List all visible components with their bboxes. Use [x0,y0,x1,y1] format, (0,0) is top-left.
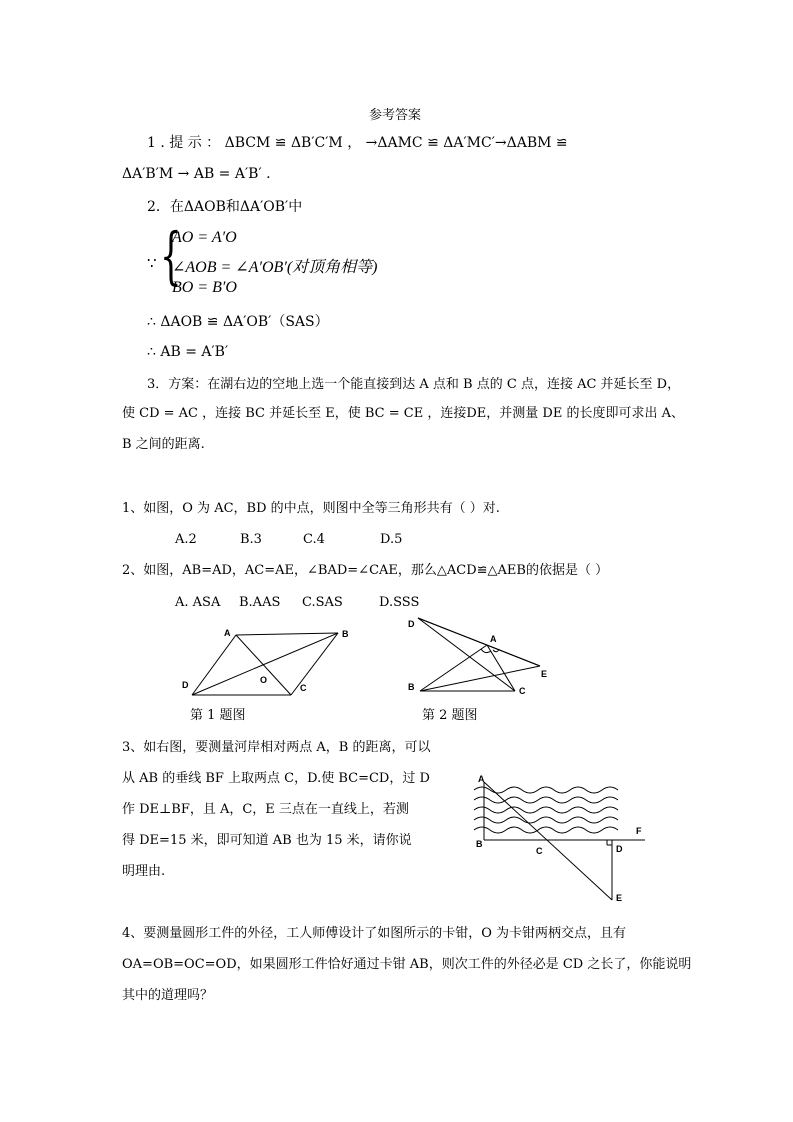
q1-option-b: B.3 [240,532,262,547]
fig3-label-a: A [478,774,485,784]
fig1-label-c: C [300,683,307,693]
fig2-label-a: A [490,634,497,644]
fig2-label-c: C [519,686,526,696]
river-wave [474,797,618,803]
figure-2-caption: 第 2 题图 [422,708,478,723]
question-2-text: 2、如图，AB=AD，AC=AE，∠BAD=∠CAE，那么△ACD≌△AEB的依据是（ ） [122,563,609,578]
figure-1 [178,625,358,705]
question-3-line-1: 3、如右图，要测量河岸相对两点 A，B 的距离，可以 [122,740,431,755]
condition-3: BO = B′O [172,279,237,296]
q2-option-d: D.SSS [379,595,420,610]
fig2-label-e: E [541,669,548,679]
fig2-label-d: D [408,619,415,629]
question-3-line-3: 作 DE⊥BF，且 A，C，E 三点在一直线上，若测 [122,802,409,817]
left-brace: { [160,219,182,292]
answer-item-1-line-1: 1 . 提 示 ： ΔBCM ≌ ΔB′C′M ， →ΔAMC ≌ ΔA′MC′→ΔABM ≌ [147,135,568,151]
fig3-label-c: C [536,846,543,856]
question-4-line-1: 4、要测量圆形工件的外径，工人师傅设计了如图所示的卡钳，O 为卡钳两柄交点，且有 [122,926,627,941]
fig1-line-bd [192,633,338,695]
question-4-line-2: OA=OB=OC=OD，如果圆形工件恰好通过卡钳 AB，则次工件的外径必是 CD 之长了，你能说明 [122,957,692,972]
river-wave [474,827,618,833]
fig2-label-b: B [408,682,415,692]
q1-option-d: D.5 [380,532,403,547]
fig1-line-bc [291,633,338,695]
fig3-label-f: F [636,826,642,836]
answer-item-2-intro: 2．在ΔAOB和ΔA′OB′中 [147,199,303,215]
fig2-line-ae [487,645,540,666]
q2-option-b: B.AAS [239,595,281,610]
q1-option-c: C.4 [303,532,325,547]
fig1-label-o: O [260,675,268,685]
fig1-line-ab [236,633,338,635]
fig2-line-ac [487,645,515,691]
q2-option-a: A. ASA [175,595,221,610]
fig3-label-b: B [476,839,483,849]
condition-2: ∠AOB = ∠A′OB′(对顶角相等) [172,259,378,276]
answer-item-3-line-1: 3．方案：在湖右边的空地上选一个能直接到达 A 点和 B 点的 C 点，连接 AC 并延长至 D， [147,377,681,392]
figure-3-river [470,770,650,910]
question-3-line-4: 得 DE=15 米，即可知道 AB 也为 15 米，请你说 [122,833,412,848]
condition-1: AO = A′O [172,229,237,246]
fig1-label-d: D [182,680,189,690]
fig3-label-e: E [616,893,623,903]
q2-option-c: C.SAS [302,595,343,610]
answer-item-1-line-2: ΔA′B′M → AB = A′B′ . [122,166,271,182]
fig2-line-dc [418,618,515,691]
fig3-label-d: D [616,844,623,854]
fig1-label-a: A [224,628,231,638]
figure-2 [405,615,555,700]
answer-item-3-line-2: 使 CD = AC ，连接 BC 并延长至 E，使 BC = CE ，连接DE，并测量 DE 的长度即可求出 A、 [122,406,684,421]
fig1-label-b: B [342,629,349,639]
river-wave [474,817,618,823]
question-1-text: 1、如图，O 为 AC，BD 的中点，则图中全等三角形共有（ ）对. [122,501,500,516]
question-3-line-5: 明理由. [122,864,166,879]
q1-option-a: A.2 [175,532,197,547]
question-3-line-2: 从 AB 的垂线 BF 上取两点 C，D.使 BC=CD，过 D [122,771,430,786]
answer-item-3-line-3: B 之间的距离. [122,437,205,452]
question-4-line-3: 其中的道理吗？ [122,988,214,1003]
figure-1-caption: 第 1 题图 [190,708,246,723]
conclusion-1: ∴ ΔAOB ≌ ΔA′OB′（SAS） [147,314,329,330]
fig3-line-ae [484,782,612,900]
answer-title: 参考答案 [369,108,422,123]
because-symbol: ∵ [147,254,157,272]
river-wave [474,807,618,813]
conclusion-2: ∴ AB = A′B′ [147,344,229,360]
